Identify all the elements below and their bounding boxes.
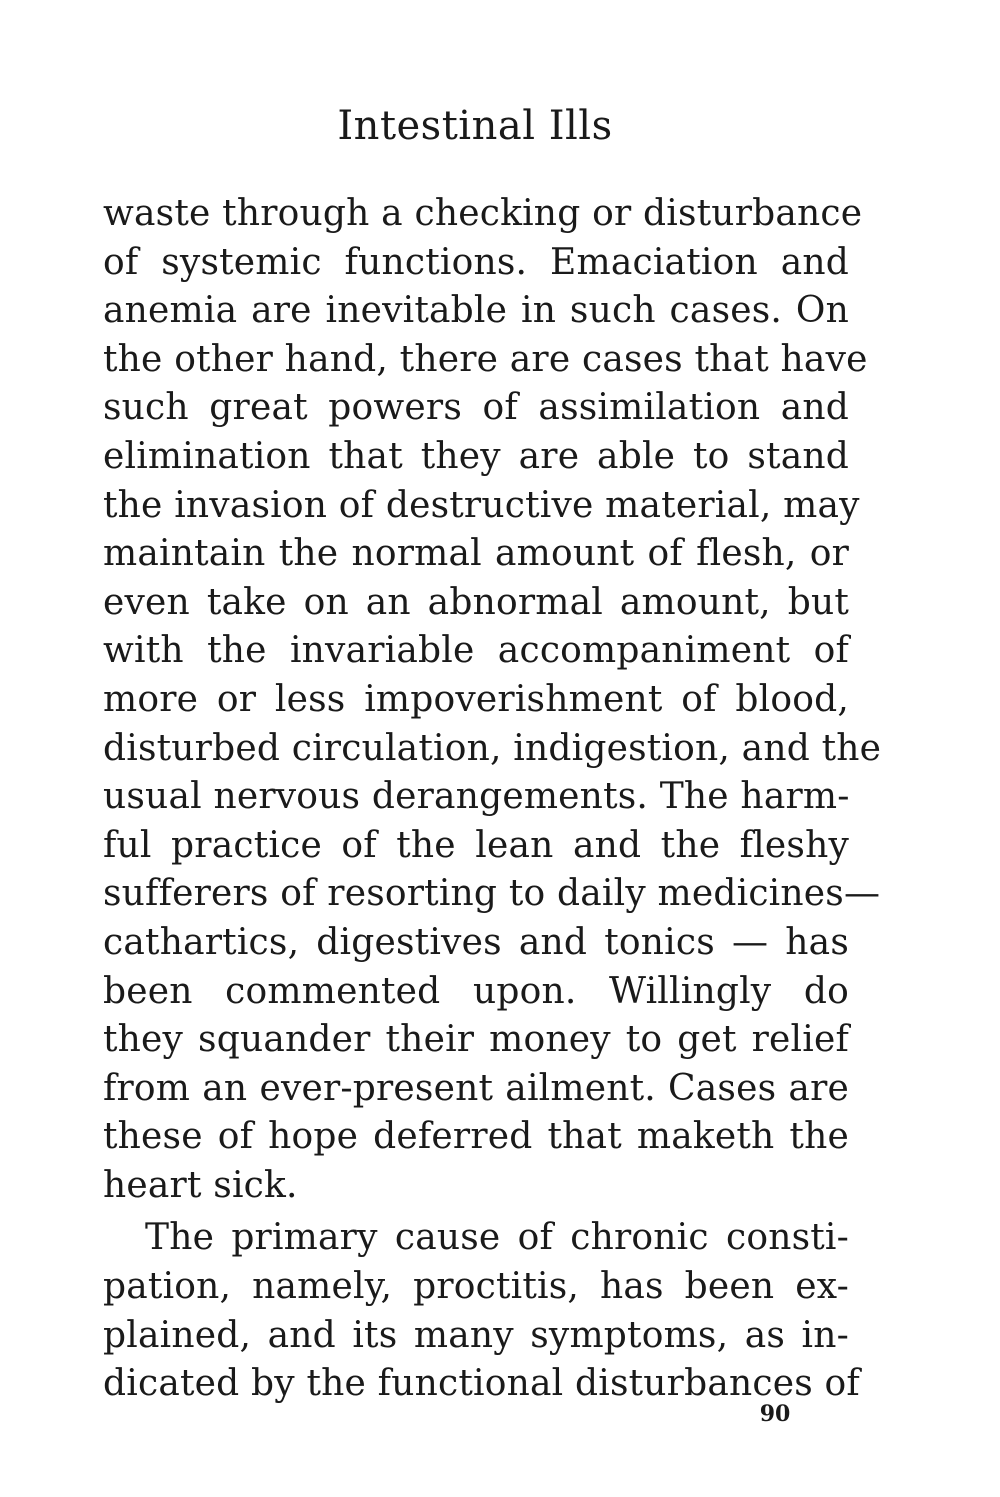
text-line: with the invariable accompaniment of xyxy=(103,630,849,672)
text-line: The primary cause of chronic consti- xyxy=(145,1217,849,1259)
text-line: dicated by the functional disturbances of xyxy=(103,1363,860,1405)
text-line: they squander their money to get relief xyxy=(103,1019,849,1061)
text-line: sufferers of resorting to daily medicines— xyxy=(103,873,881,915)
text-line: such great powers of assimilation and xyxy=(103,387,849,429)
text-line: of systemic functions. Emaciation and xyxy=(103,241,849,283)
text-line: these of hope deferred that maketh the xyxy=(103,1116,849,1158)
text-line: waste through a checking or disturbance xyxy=(103,193,863,234)
body-text xyxy=(103,190,882,1409)
text-line: from an ever-present ailment. Cases are xyxy=(103,1067,849,1109)
text-line: pation, namely, proctitis, has been ex- xyxy=(103,1266,849,1308)
paragraph-1 xyxy=(103,190,882,1210)
text-line: ful practice of the lean and the fleshy xyxy=(103,824,849,866)
running-head: Intestinal Ills xyxy=(337,103,613,149)
text-line: plained, and its many symptoms, as in- xyxy=(103,1314,849,1356)
text-line: the invasion of destructive material, may xyxy=(103,484,860,526)
text-line: the other hand, there are cases that have xyxy=(103,338,868,380)
page-number: 90 xyxy=(759,1401,791,1427)
text-line: heart sick. xyxy=(103,1164,298,1206)
text-line: elimination that they are able to stand xyxy=(103,435,849,477)
text-line: usual nervous derangements. The harm- xyxy=(103,776,850,818)
text-line: anemia are inevitable in such cases. On xyxy=(103,290,849,332)
paragraph-2 xyxy=(103,1214,860,1408)
text-line: more or less impoverishment of blood, xyxy=(103,678,849,720)
text-line: been commented upon. Willingly do xyxy=(103,970,849,1012)
text-line: even take on an abnormal amount, but xyxy=(103,581,849,623)
text-line: disturbed circulation, indigestion, and the xyxy=(103,727,882,769)
text-line: maintain the normal amount of flesh, or xyxy=(103,533,849,575)
text-line: cathartics, digestives and tonics — has xyxy=(103,921,849,963)
